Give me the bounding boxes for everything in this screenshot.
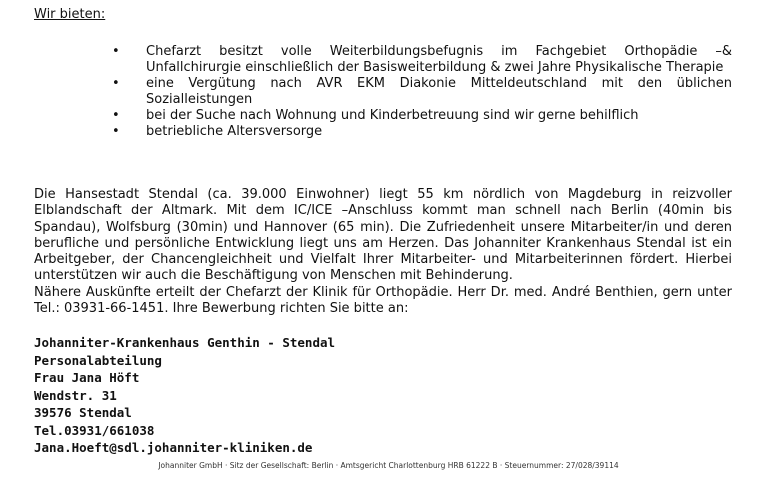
contact-email: Jana.Hoeft@sdl.johanniter-kliniken.de [34,440,313,455]
offer-text: eine Vergütung nach AVR EKM Diakonie Mitteldeutschland mit den üblichen Sozialleistungen [146,76,732,107]
list-item [112,76,732,108]
contact-address-block [34,334,335,457]
offers-list [112,44,732,140]
list-item [112,44,732,76]
offer-text: betriebliche Altersversorge [146,124,323,139]
contact-organization: Johanniter-Krankenhaus Genthin - Stendal [34,335,336,350]
contact-city: 39576 Stendal [34,405,132,420]
bullet-icon: • [112,76,120,91]
info-paragraph [34,187,732,317]
offer-text: bei der Suche nach Wohnung und Kinderbetreuung sind wir gerne behilflich [146,108,639,123]
bullet-icon: • [112,124,120,139]
contact-person: Frau Jana Höft [34,370,140,385]
contact-phone: Tel.03931/661038 [34,422,155,438]
paragraph-text: Nähere Auskünfte erteilt der Chefarzt der Klinik für Orthopädie. Herr Dr. med. André Benthien, gern unter Tel.: 03931-66-1451. Ihre Bewerbung richten Sie bitte an: [34,284,732,317]
offer-text: Chefarzt besitzt volle Weiterbildungsbefugnis im Fachgebiet Orthopädie –& Unfallchirurgie einschließlich der Basisweiterbildung & zwei Jahre Physikalische Therapie [146,44,732,75]
list-item [112,124,732,140]
bullet-icon: • [112,108,120,123]
bullet-icon: • [112,44,120,59]
paragraph-text: Die Hansestadt Stendal (ca. 39.000 Einwohner) liegt 55 km nördlich von Magdeburg in reizvoller Elblandschaft der Altmark. Mit dem IC/ICE –Anschluss kommt man schnell nach Berlin (40min bis Spandau), Wolfsburg (30min) und Hannover (65 min). Die Zufriedenheit unsere Mitarbeiter/in und deren berufliche und persönliche Entwicklung liegt uns am Herzen. Das Johanniter Krankenhaus Stendal ist ein Arbeitgeber, der Chancengleichheit und Vielfalt Ihrer Mitarbeiter- und Mitarbeiterinnen fördert. Hierbei unterstützen wir auch die Beschäftigung von Menschen mit Behinderung. [34,187,732,284]
contact-department: Personalabteilung [34,352,162,368]
contact-street: Wendstr. 31 [34,387,117,403]
list-item [112,108,732,124]
page-footer: Johanniter GmbH · Sitz der Gesellschaft: Berlin · Amtsgericht Charlottenburg HRB 61222 B · Steuernummer: 27/028/39114 [158,461,619,470]
offers-heading: Wir bieten: [34,7,106,22]
